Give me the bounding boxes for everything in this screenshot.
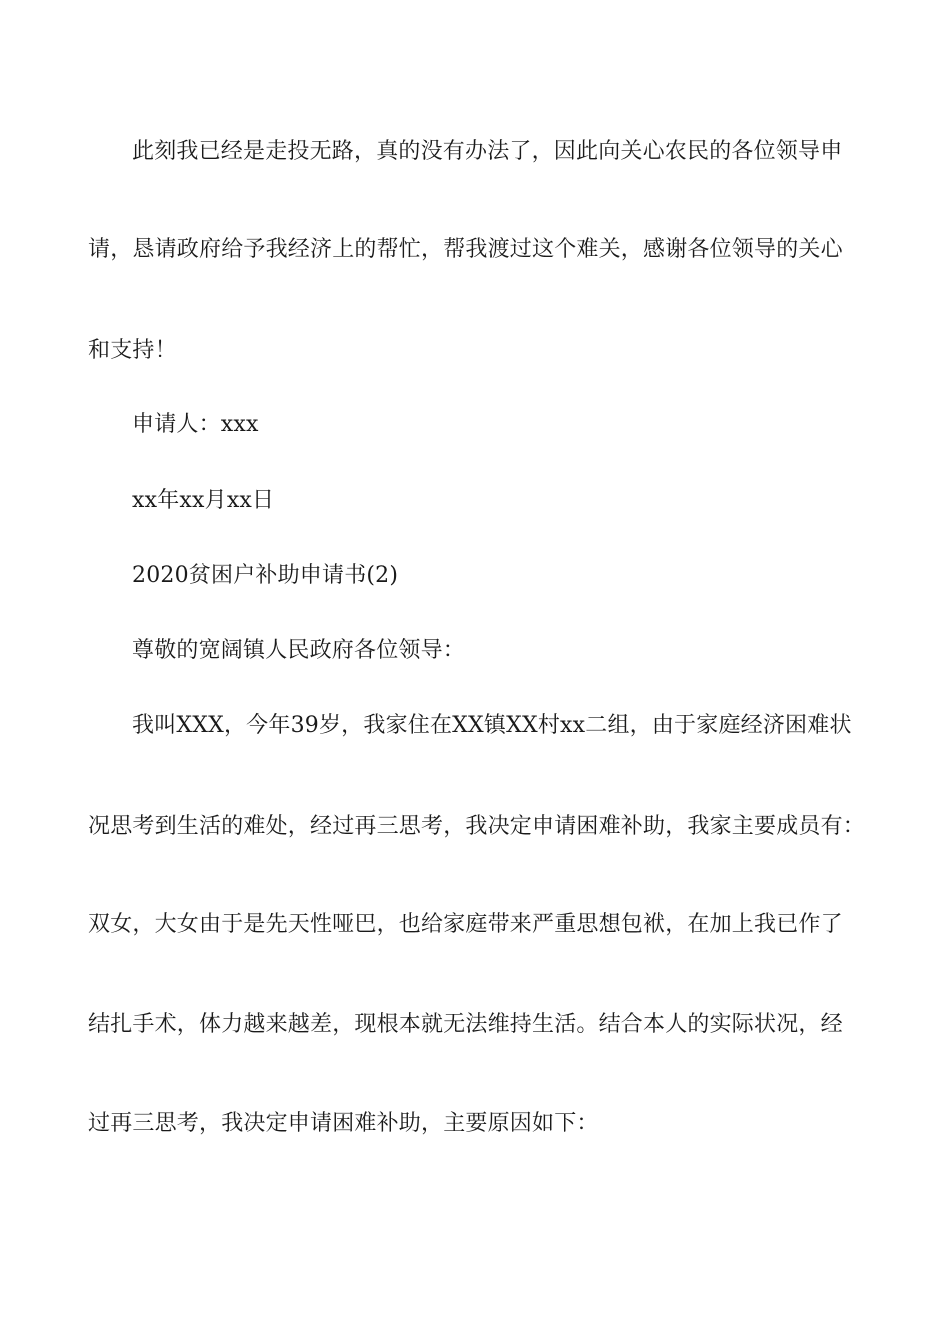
- paragraph-line: 结扎手术，体力越来越差，现根本就无法维持生活。结合本人的实际状况，经: [88, 1012, 843, 1037]
- paragraph-line: 过再三思考，我决定申请困难补助，主要原因如下：: [88, 1111, 599, 1136]
- paragraph-line: 请，恳请政府给予我经济上的帮忙，帮我渡过这个难关，感谢各位领导的关心: [88, 237, 843, 262]
- paragraph-line: 我叫XXX，今年39岁，我家住在XX镇XX村xx二组，由于家庭经济困难状: [132, 713, 852, 738]
- applicant-line: 申请人：xxx: [132, 412, 259, 437]
- section-title: 2020贫困户补助申请书(2): [132, 563, 399, 588]
- salutation-line: 尊敬的宽阔镇人民政府各位领导：: [132, 638, 466, 663]
- paragraph-line: 况思考到生活的难处，经过再三思考，我决定申请困难补助，我家主要成员有：: [88, 814, 866, 839]
- paragraph-line: 双女，大女由于是先天性哑巴，也给家庭带来严重思想包袱，在加上我已作了: [88, 912, 843, 937]
- paragraph-line: 和支持！: [88, 338, 177, 363]
- date-line: xx年xx月xx日: [132, 488, 275, 513]
- paragraph-line: 此刻我已经是走投无路，真的没有办法了，因此向关心农民的各位领导申: [132, 139, 843, 164]
